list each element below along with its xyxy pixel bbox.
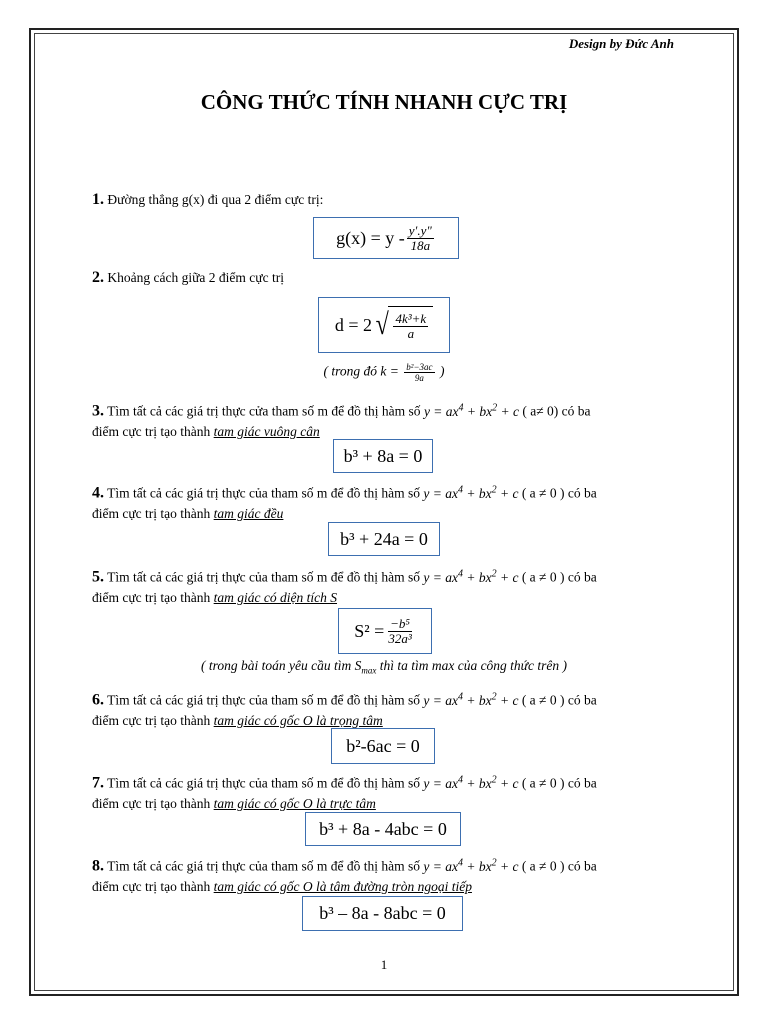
item-text: Tìm tất cả các giá trị thực của tham số m để đồ thị hàm số (107, 569, 420, 585)
shape-label: tam giác có gốc O là trực tâm (213, 795, 376, 811)
credit: Design by Đức Anh (568, 36, 674, 51)
item-text: Đường thẳng g(x) đi qua 2 điểm cực trị: (107, 192, 324, 207)
denominator: 32a³ (388, 630, 412, 646)
item-4 (92, 480, 682, 524)
formula-box-8: b³ – 8a - 8abc = 0 (302, 896, 463, 931)
item-text: điểm cực trị tạo thành (92, 878, 211, 894)
formula-fraction (407, 224, 434, 253)
condition: ( a ≠ 0 ) (521, 692, 565, 708)
item-text: Tìm tất cả các giá trị thực của tham số m để đồ thị hàm số (107, 692, 420, 708)
item-text: điểm cực trị tạo thành (92, 712, 211, 728)
note-k (0, 362, 768, 383)
note-text: ( trong bài toán yêu cầu tìm S (200, 658, 362, 673)
condition: ( a ≠ 0 ) (521, 485, 565, 501)
item-8 (92, 853, 682, 897)
item-6 (92, 687, 682, 731)
formula-box-5 (338, 608, 432, 654)
formula-left: S² = (354, 620, 385, 641)
item-text: điểm cực trị tạo thành (92, 505, 211, 521)
formula-fraction (386, 617, 413, 646)
note-text: thì ta tìm max của công thức trên ) (376, 658, 568, 673)
formula-fraction (393, 312, 428, 341)
function-expression: $y = ax^4 + bx^2 + c$ (423, 857, 519, 874)
shape-label: tam giác có gốc O là trọng tâm (213, 712, 383, 728)
formula-left: g(x) = y - (336, 227, 405, 248)
note-text: ( trong đó k = (323, 363, 399, 379)
numerator: 4k³+k (395, 311, 427, 326)
item-text: có ba (567, 692, 597, 708)
note-subscript: max (361, 665, 377, 676)
item-text: có ba (567, 858, 597, 874)
item-number: 4. (92, 484, 104, 502)
function-expression: $y = ax^4 + bx^2 + c$ (423, 402, 519, 419)
denominator: 18a (410, 237, 431, 253)
numerator: −b⁵ (390, 615, 410, 631)
condition: ( a ≠ 0 ) (521, 775, 565, 791)
item-number: 3. (92, 402, 104, 420)
note-text: ) (439, 363, 445, 379)
item-2 (92, 268, 682, 288)
item-3 (92, 398, 682, 442)
formula-box-2 (318, 297, 450, 353)
item-text: Tìm tất cả các giá trị thực của tham số m để đồ thị hàm số (107, 775, 420, 791)
item-text: có ba (567, 485, 597, 501)
item-text: Tìm tất cả các giá trị thực của tham số m để đồ thị hàm số (107, 858, 420, 874)
function-expression: $y = ax^4 + bx^2 + c$ (423, 484, 519, 501)
numerator: y′.y" (408, 222, 432, 238)
condition: ( a ≠ 0 ) (521, 569, 565, 585)
formula-box-3: b³ + 8a = 0 (333, 439, 433, 473)
item-number: 5. (92, 568, 104, 586)
condition: ( a≠ 0) (522, 403, 559, 419)
denominator: a (407, 326, 415, 341)
item-text: điểm cực trị tạo thành (92, 795, 211, 811)
item-text: có ba (561, 403, 591, 419)
item-text: Khoảng cách giữa 2 điểm cực trị (107, 270, 284, 285)
denominator: 9a (414, 373, 424, 383)
formula-box-6: b²-6ac = 0 (331, 728, 435, 764)
item-text: có ba (567, 569, 597, 585)
page-title: CÔNG THỨC TÍNH NHANH CỰC TRỊ (200, 90, 568, 114)
formula-left: d = 2 (334, 314, 372, 335)
shape-label: tam giác đều (213, 505, 284, 521)
item-text: điểm cực trị tạo thành (92, 423, 211, 439)
function-expression: $y = ax^4 + bx^2 + c$ (423, 691, 519, 708)
item-number: 8. (92, 857, 104, 875)
numerator: b²−3ac (406, 362, 433, 372)
formula-box-7: b³ + 8a - 4abc = 0 (305, 812, 461, 846)
item-number: 6. (92, 691, 104, 709)
formula-box-1 (313, 217, 459, 259)
item-1 (92, 190, 682, 210)
shape-label: tam giác có gốc O là tâm đường tròn ngoại tiếp (213, 878, 472, 894)
item-text: điểm cực trị tạo thành (92, 589, 211, 605)
shape-label: tam giác có diện tích S (213, 589, 338, 605)
item-7 (92, 770, 682, 814)
function-expression: $y = ax^4 + bx^2 + c$ (423, 774, 519, 791)
formula-box-4: b³ + 24a = 0 (328, 522, 440, 556)
function-expression: $y = ax^4 + bx^2 + c$ (423, 568, 519, 585)
note-smax (0, 658, 768, 676)
item-number: 2. (92, 269, 104, 286)
item-number: 7. (92, 774, 104, 792)
item-number: 1. (92, 191, 104, 208)
item-5 (92, 564, 682, 608)
sqrt-symbol: √ $\frac{\text{4k³+k}}{a}$ (374, 306, 433, 344)
condition: ( a ≠ 0 ) (521, 858, 565, 874)
item-text: Tìm tất cả các giá trị thực của tham số m để đồ thị hàm số (107, 485, 420, 501)
shape-label: tam giác vuông cân (213, 423, 320, 439)
item-text: có ba (567, 775, 597, 791)
page-number: 1 (380, 957, 388, 972)
item-text: Tìm tất cả các giá trị thực cửa tham số m để đồ thị hàm số (107, 403, 421, 419)
note-fraction (404, 362, 434, 383)
